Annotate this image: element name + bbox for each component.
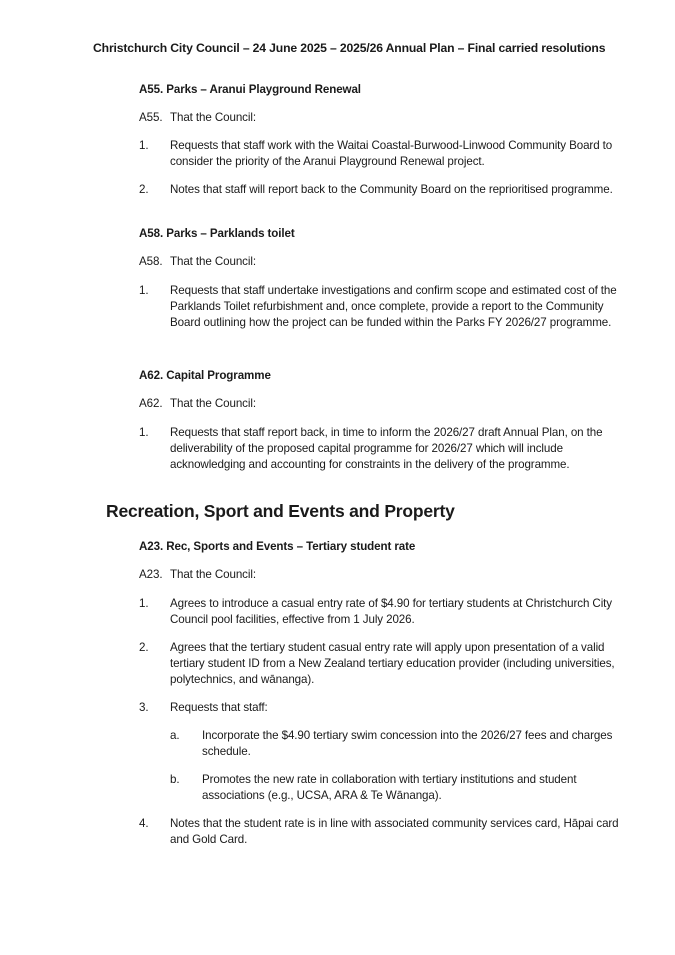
resolution-number: A58.	[139, 255, 163, 268]
item-text: Notes that staff will report back to the Community Board on the reprioritised programme.	[170, 183, 613, 196]
item-text: Agrees that the tertiary student casual entry rate will apply upon presentation of a valid tertiary student ID from a New Zealand tertiary education provider (including universities, polytechnics, and wānanga).	[170, 641, 615, 686]
item-number: 4.	[139, 817, 149, 830]
item-text: Requests that staff:	[170, 701, 268, 714]
item-letter: a.	[170, 729, 180, 742]
resolution-text: That the Council:	[170, 111, 256, 124]
item-number: 2.	[139, 183, 149, 196]
section-title-recreation: Recreation, Sport and Events and Property	[106, 501, 455, 521]
resolution-text: That the Council:	[170, 255, 256, 268]
item-number: 2.	[139, 641, 149, 654]
item-text: Requests that staff work with the Waitai Coastal-Burwood-Linwood Community Board to consider the priority of the Aranui Playground Renewal project.	[170, 139, 613, 168]
resolution-text: That the Council:	[170, 568, 256, 581]
item-number: 3.	[139, 701, 149, 714]
resolution-number: A55.	[139, 111, 163, 124]
item-text: Requests that staff report back, in time to inform the 2026/27 draft Annual Plan, on the deliverability of the proposed capital programme for 2026/27 which will include acknowledging and accounting for constraints in the delivery of the programme.	[170, 426, 603, 471]
item-text: Notes that the student rate is in line with associated community services card, Hāpai card and Gold Card.	[170, 817, 619, 846]
resolution-text: That the Council:	[170, 397, 256, 410]
item-number: 1.	[139, 284, 149, 297]
section-heading-a23: A23. Rec, Sports and Events – Tertiary student rate	[139, 540, 416, 553]
section-heading-a62: A62. Capital Programme	[139, 369, 271, 382]
item-number: 1.	[139, 426, 149, 439]
resolution-number: A62.	[139, 397, 163, 410]
section-heading-a58: A58. Parks – Parklands toilet	[139, 227, 295, 240]
section-heading-a55: A55. Parks – Aranui Playground Renewal	[139, 83, 361, 96]
item-text: Promotes the new rate in collaboration with tertiary institutions and student associations (e.g., UCSA, ARA & Te Wānanga).	[202, 773, 577, 802]
item-number: 1.	[139, 597, 149, 610]
resolution-number: A23.	[139, 568, 163, 581]
item-number: 1.	[139, 139, 149, 152]
page-header: Christchurch City Council – 24 June 2025 – 2025/26 Annual Plan – Final carried resolutions	[93, 41, 606, 55]
item-text: Agrees to introduce a casual entry rate of $4.90 for tertiary students at Christchurch City Council pool facilities, effective from 1 July 2026.	[170, 597, 612, 626]
item-text: Incorporate the $4.90 tertiary swim concession into the 2026/27 fees and charges schedule.	[202, 729, 613, 758]
item-letter: b.	[170, 773, 180, 786]
item-text: Requests that staff undertake investigations and confirm scope and estimated cost of the Parklands Toilet refurbishment and, once complete, provide a report to the Community Board outlining how the project can be funded within the Parks FY 2026/27 programme.	[170, 284, 617, 329]
